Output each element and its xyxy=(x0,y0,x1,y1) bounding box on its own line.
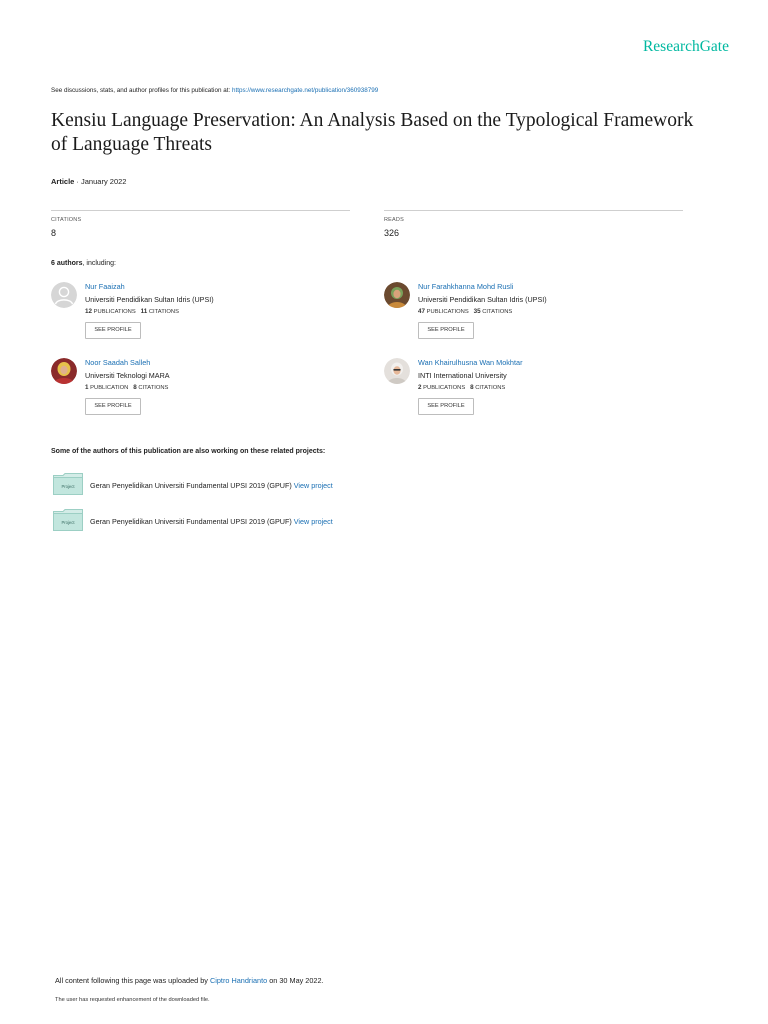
view-project-link[interactable]: View project xyxy=(293,517,333,526)
author-stats xyxy=(85,308,179,315)
publications-count: 1 xyxy=(85,384,89,391)
publications-label: PUBLICATIONS xyxy=(93,309,136,315)
uploaded-suffix: on 30 May 2022. xyxy=(267,976,324,985)
author-stats xyxy=(418,308,512,315)
reads-label: READS xyxy=(384,217,404,223)
citations-divider xyxy=(51,210,350,211)
see-profile-button[interactable]: SEE PROFILE xyxy=(418,398,474,415)
uploader-link[interactable]: Ciptro Handrianto xyxy=(209,976,268,985)
publication-url-link[interactable]: https://www.researchgate.net/publication/360938799 xyxy=(231,87,379,94)
citations-value: 8 xyxy=(51,228,57,238)
project-title-text: Geran Penyelidikan Universiti Fundamental UPSI 2019 (GPUF) xyxy=(90,517,292,526)
project-title xyxy=(90,481,333,490)
author-institution: Universiti Pendidikan Sultan Idris (UPSI) xyxy=(418,294,547,304)
uploaded-prefix: All content following this page was uploaded by xyxy=(55,976,210,985)
author-card xyxy=(384,358,684,423)
see-profile-button[interactable]: SEE PROFILE xyxy=(418,322,474,339)
project-title xyxy=(90,517,333,526)
author-card xyxy=(51,358,351,423)
publications-count: 12 xyxy=(85,308,93,315)
upload-note xyxy=(55,976,324,985)
reads-divider xyxy=(384,210,683,211)
citations-label: CITATIONS xyxy=(51,217,82,223)
citations-label: CITATIONS xyxy=(148,309,179,315)
author-photo-avatar[interactable] xyxy=(51,358,77,384)
publications-label: PUBLICATIONS xyxy=(423,385,466,391)
avatar-placeholder-icon[interactable] xyxy=(51,282,77,308)
author-institution: Universiti Teknologi MARA xyxy=(85,370,170,380)
citations-count: 8 xyxy=(470,384,474,391)
publications-label: PUBLICATION xyxy=(90,385,129,391)
author-name-link[interactable]: Wan Khairulhusna Wan Mokhtar xyxy=(418,358,523,367)
author-name-link[interactable]: Nur Faaizah xyxy=(85,282,125,291)
author-stats xyxy=(418,384,505,391)
project-row xyxy=(51,473,451,499)
author-card xyxy=(51,282,351,347)
citations-label: CITATIONS xyxy=(482,309,513,315)
project-title-text: Geran Penyelidikan Universiti Fundamental UPSI 2019 (GPUF) xyxy=(90,481,292,490)
author-stats xyxy=(85,384,168,391)
author-name-link[interactable]: Nur Farahkhanna Mohd Rusli xyxy=(418,282,514,291)
author-institution: INTI International University xyxy=(418,370,507,380)
author-photo-avatar[interactable] xyxy=(384,358,410,384)
enhancement-note: The user has requested enhancement of the downloaded file. xyxy=(55,997,210,1003)
publication-type: Article xyxy=(51,177,75,186)
author-photo-avatar[interactable] xyxy=(384,282,410,308)
reads-value: 326 xyxy=(384,228,400,238)
authors-suffix: , including: xyxy=(82,260,116,267)
see-profile-button[interactable]: SEE PROFILE xyxy=(85,322,141,339)
citations-count: 8 xyxy=(133,384,137,391)
discussions-note xyxy=(51,87,378,94)
publications-count: 2 xyxy=(418,384,422,391)
project-row xyxy=(51,509,451,535)
authors-heading xyxy=(51,260,116,267)
project-folder-icon xyxy=(53,473,83,495)
publications-count: 47 xyxy=(418,308,426,315)
publication-title: Kensiu Language Preservation: An Analysis Based on the Typological Framework of Language Threats xyxy=(51,110,694,155)
date-separator: · xyxy=(74,177,82,186)
discussions-prefix: See discussions, stats, and author profiles for this publication at: xyxy=(51,87,232,94)
citations-label: CITATIONS xyxy=(475,385,506,391)
citations-label: CITATIONS xyxy=(138,385,169,391)
researchgate-logo[interactable]: ResearchGate xyxy=(642,38,729,55)
see-profile-button[interactable]: SEE PROFILE xyxy=(85,398,141,415)
project-folder-icon xyxy=(53,509,83,531)
view-project-link[interactable]: View project xyxy=(293,481,333,490)
related-projects-heading: Some of the authors of this publication are also working on these related projects: xyxy=(51,448,326,455)
project-folder-label: Project xyxy=(61,520,75,525)
citations-count: 11 xyxy=(140,308,148,315)
authors-count: 6 authors xyxy=(51,260,83,267)
publications-label: PUBLICATIONS xyxy=(426,309,469,315)
publication-meta xyxy=(51,177,126,186)
author-institution: Universiti Pendidikan Sultan Idris (UPSI) xyxy=(85,294,214,304)
citations-count: 35 xyxy=(473,308,481,315)
author-name-link[interactable]: Noor Saadah Salleh xyxy=(85,358,151,367)
publication-date: January 2022 xyxy=(81,177,127,186)
project-folder-label: Project xyxy=(61,484,75,489)
author-card xyxy=(384,282,684,347)
